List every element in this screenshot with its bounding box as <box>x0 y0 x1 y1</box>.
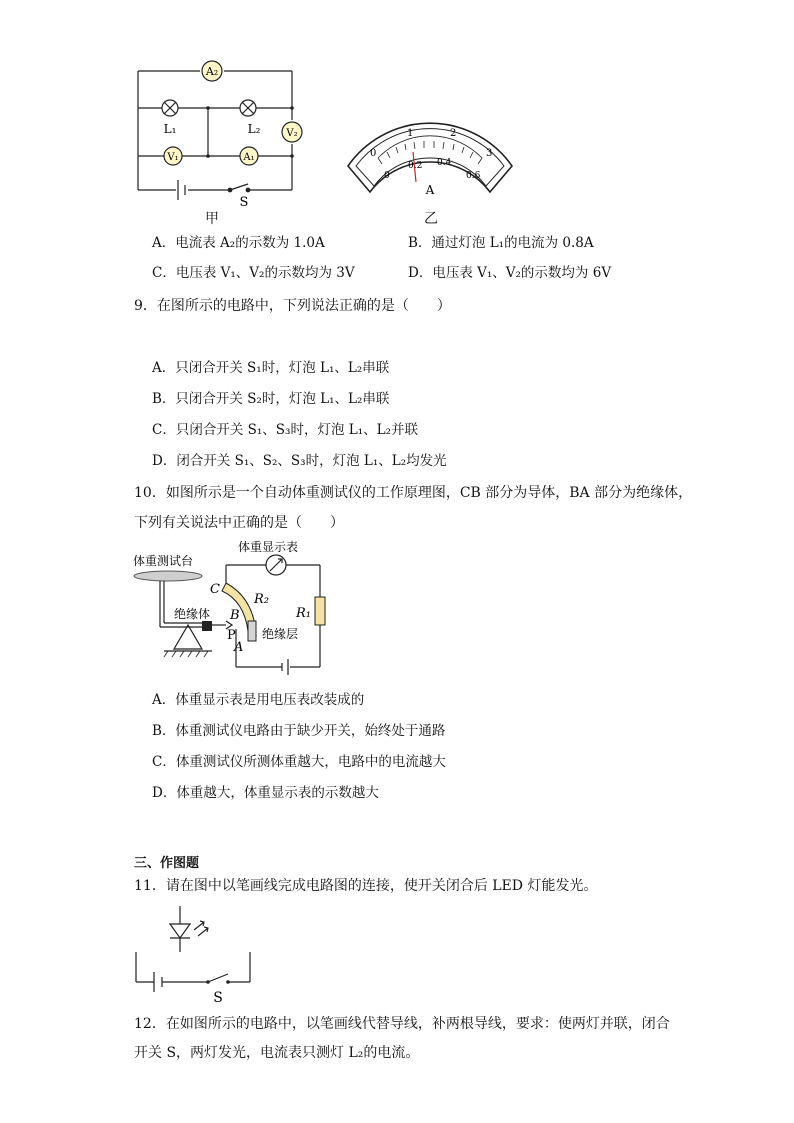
q8-option-b: B．通过灯泡 L₁的电流为 0.8A <box>408 235 594 251</box>
q12-stem-line1: 12．在如图所示的电路中，以笔画线代替导线，补两根导线，要求：使两灯并联，闭合 <box>134 1016 670 1032</box>
q10-option-b: B．体重测试仪电路由于缺少开关，始终处于通路 <box>152 723 446 739</box>
caption-yi: 乙 <box>424 211 438 227</box>
dial-inner-tick-3: 0.6 <box>466 171 481 181</box>
display-meter-label: 体重显示表 <box>238 540 299 554</box>
point-b-label: B <box>230 608 240 623</box>
switch-s-label: S <box>239 195 249 208</box>
ammeter-a2-label: A₂ <box>205 65 219 78</box>
q11-stem: 11．请在图中以笔画线完成电路图的连接，使开关闭合后 LED 灯能发光。 <box>134 878 598 894</box>
ammeter-a1-label: A₁ <box>243 152 255 163</box>
voltmeter-v1-label: V₁ <box>167 152 179 163</box>
q10-stem-line2: 下列有关说法中正确的是（ ） <box>134 515 344 531</box>
dial-outer-tick-2: 2 <box>450 128 457 139</box>
lamp-l2-label: L₂ <box>247 122 261 136</box>
q12-stem-line2: 开关 S，两灯发光，电流表只测灯 L₂的电流。 <box>134 1045 420 1061</box>
led-circuit-diagram <box>130 900 260 1006</box>
dial-outer-tick-1: 1 <box>407 128 414 139</box>
point-p-label: P <box>227 628 236 643</box>
q8-option-c: C．电压表 V₁、V₂的示数均为 3V <box>152 265 355 281</box>
q9-option-a: A．只闭合开关 S₁时，灯泡 L₁、L₂串联 <box>152 360 390 376</box>
q8-option-d: D．电压表 V₁、V₂的示数均为 6V <box>408 265 612 281</box>
point-c-label: C <box>210 582 220 597</box>
dial-outer-tick-0: 0 <box>370 148 377 159</box>
point-a-label: A <box>234 640 244 655</box>
ammeter-dial-yi <box>340 112 520 212</box>
dial-inner-tick-0: 0 <box>384 171 390 181</box>
lamp-l1-label: L₁ <box>163 122 177 136</box>
dial-unit-label: A <box>425 183 435 197</box>
q9-option-b: B．只闭合开关 S₂时，灯泡 L₁、L₂串联 <box>152 391 390 407</box>
r2-label: R₂ <box>254 592 269 607</box>
circuit-diagram-jia <box>130 58 310 208</box>
q9-stem: 9．在图所示的电路中，下列说法正确的是（ ） <box>134 298 451 314</box>
q8-option-a: A．电流表 A₂的示数为 1.0A <box>152 235 325 251</box>
insulator-label: 绝缘体 <box>174 607 211 621</box>
dial-inner-tick-1: 0.2 <box>408 161 423 171</box>
q10-option-d: D．体重越大，体重显示表的示数越大 <box>152 785 379 801</box>
q10-option-c: C．体重测试仪所测体重越大，电路中的电流越大 <box>152 754 446 770</box>
q9-option-d: D．闭合开关 S₁、S₂、S₃时，灯泡 L₁、L₂均发光 <box>152 453 447 469</box>
voltmeter-v2-label: V₂ <box>286 128 298 139</box>
caption-jia: 甲 <box>205 211 219 227</box>
q9-option-c: C．只闭合开关 S₁、S₃时，灯泡 L₁、L₂并联 <box>152 422 418 438</box>
dial-inner-tick-2: 0.4 <box>437 158 452 168</box>
dial-outer-tick-3: 3 <box>486 148 493 159</box>
q11-switch-label: S <box>213 990 223 1006</box>
platform-label: 体重测试台 <box>133 554 194 568</box>
insulating-layer-label: 绝缘层 <box>262 627 299 641</box>
r1-label: R₁ <box>296 606 311 621</box>
weight-tester-diagram <box>130 535 330 675</box>
q10-option-a: A．体重显示表是用电压表改装成的 <box>152 692 365 708</box>
q10-stem-line1: 10．如图所示是一个自动体重测试仪的工作原理图，CB 部分为导体，BA 部分为绝缘体， <box>134 485 693 501</box>
section-3-title: 三、作图题 <box>134 856 200 871</box>
